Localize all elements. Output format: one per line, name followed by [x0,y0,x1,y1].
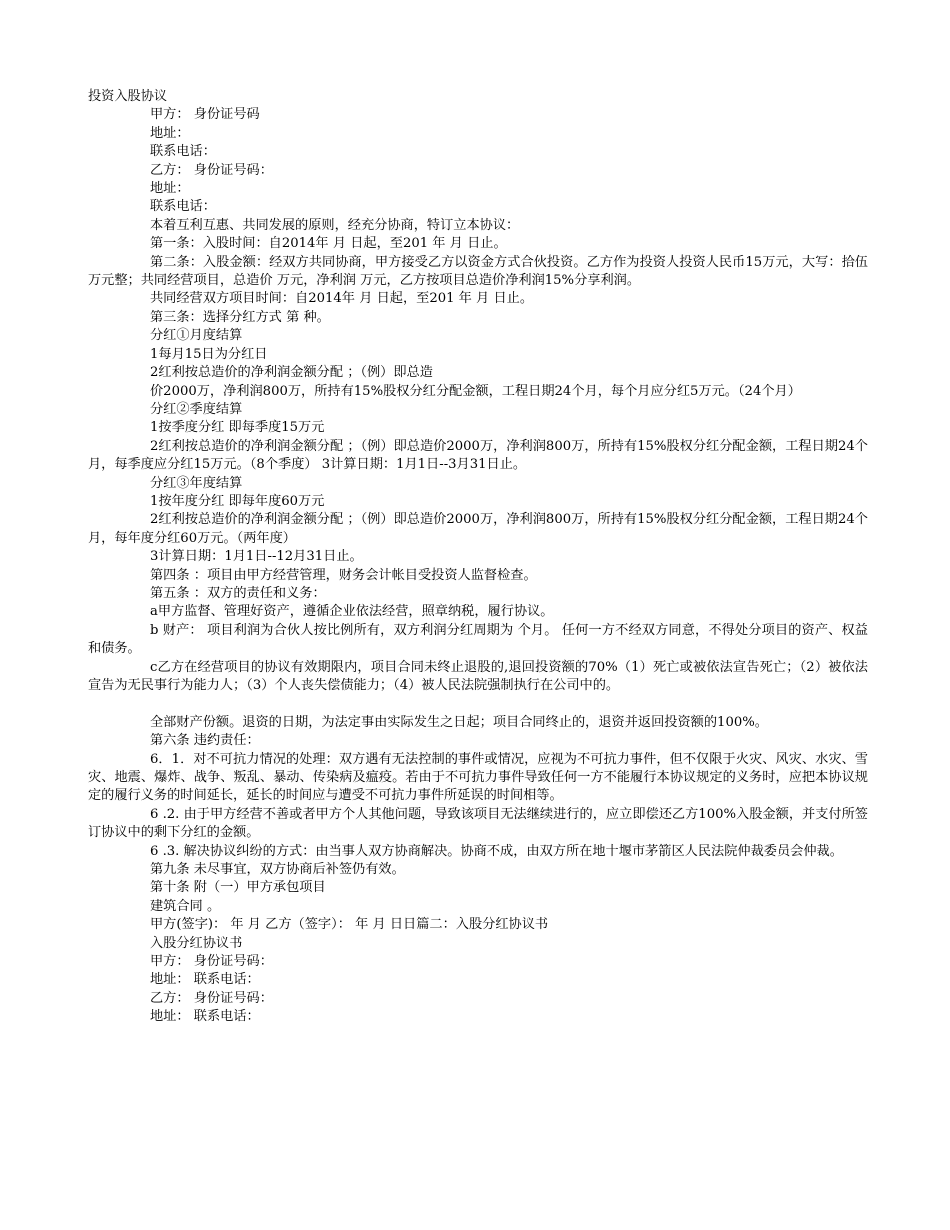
dividend-monthly-heading: 分红①月度结算 [150,328,243,344]
dividend-quarterly-2: 2红利按总造价的净利润金额分配 ；（例）即总造价2000万，净利润800万，所持有15%股权分红分配金额，工程日期24个月，每季度应分红15万元。（8个季度） 3计算日期：1月1日--3月31日止。 [88,438,868,473]
party-b-id: 乙方： 身份证号码： [150,162,273,178]
signature-line: 甲方(签字)： 年 月 乙方（签字）： 年 月 日日篇二：入股分红协议书 [150,917,549,933]
article-5-c-cont: 全部财产份额。退资的日期，为法定事由实际发生之日起；项目合同终止的，退资并返回投资额的100%。 [150,714,768,730]
dividend-monthly-example: 价2000万，净利润800万，所持有15%股权分红分配金额，工程日期24个月，每个月应分红5万元。（24个月） [150,383,801,399]
article-9: 第九条 未尽事宜，双方协商后补签仍有效。 [150,862,405,878]
part2-party-b-id: 乙方： 身份证号码： [150,990,273,1006]
article-5-c: c乙方在经营项目的协议有效期限内，项目合同未终止退股的,退回投资额的70%（1）死亡或被依法宣告死亡；（2）被依法宣告为无民事行为能力人；（3）个人丧失偿债能力；（4）被人民法院强制执行在公司中的。 [88,659,868,693]
article-6-1: 6．1．对不可抗力情况的处理：双方遇有无法控制的事件或情况，应视为不可抗力事件，但不仅限于火灾、风灾、水灾、雪灾、地震、爆炸、战争、叛乱、暴动、传染病及瘟疫。若由于不可抗力事件导致任何一方不能履行本协议规定的义务时，应把本协议规定的履行义务的时间延长，延长的时间应与遭受不可抗力事件所延误的时间相等。 [88,751,868,804]
party-a-address: 地址： [150,125,190,141]
construction-contract: 建筑合同 。 [150,898,221,914]
document-title: 投资入股协议 [88,89,168,104]
party-b-phone: 联系电话： [150,199,216,215]
dividend-annual-3: 3计算日期：1月1日--12月31日止。 [150,549,363,565]
article-10: 第十条 附（一）甲方承包项目 [150,880,326,896]
part2-title: 入股分红协议书 [150,935,243,951]
dividend-monthly-2: 2红利按总造价的净利润金额分配 ；（例）即总造 [150,365,433,381]
spacer [88,695,868,713]
part2-party-a-contact: 地址： 联系电话： [150,972,260,988]
article-4: 第四条 ：项目由甲方经营管理，财务会计帐目受投资人监督检查。 [150,567,537,583]
party-a-phone: 联系电话： [150,144,216,160]
article-6: 第六条 违约责任： [150,733,260,749]
article-6-2: 6 .2. 由于甲方经营不善或者甲方个人其他问题，导致该项目无法继续进行的，应立即偿还乙方100%入股金额，并支付所签订协议中的剩下分红的金额。 [88,806,868,841]
dividend-annual-heading: 分红③年度结算 [150,475,243,491]
article-2: 第二条：入股金额：经双方共同协商，甲方接受乙方以资金方式合伙投资。乙方作为投资人投资人民币15万元，大写：拾伍万元整；共同经营项目，总造价 万元，净利润 万元，乙方按项目总造价净利润15%分享利润。 [88,254,868,289]
article-3: 第三条：选择分红方式 第 种。 [150,309,330,325]
article-6-3: 6 .3. 解决协议纠纷的方式：由当事人双方协商解决。协商不成，由双方所在地十堰市茅箭区人民法院仲裁委员会仲裁。 [150,843,843,859]
party-b-address: 地址： [150,181,190,197]
article-5: 第五条 ：双方的责任和义务： [150,585,326,601]
article-1: 第一条：入股时间：自2014年 月 日起，至201 年 月 日止。 [150,236,507,252]
preamble: 本着互利互惠、共同发展的原则，经充分协商，特订立本协议： [150,217,520,233]
part2-party-a-id: 甲方： 身份证号码： [150,954,273,970]
dividend-annual-1: 1按年度分红 即每年度60万元 [150,493,325,509]
operation-period: 共同经营双方项目时间：自2014年 月 日起，至201 年 月 日止。 [150,291,534,307]
dividend-monthly-1: 1每月15日为分红日 [150,346,268,362]
part2-party-b-contact: 地址： 联系电话： [150,1009,260,1025]
document-page [88,88,868,1027]
party-a-id: 甲方： 身份证号码 [150,107,260,123]
dividend-annual-2: 2红利按总造价的净利润金额分配 ；（例）即总造价2000万，净利润800万，所持有15%股权分红分配金额，工程日期24个月，每年度分红60万元。（两年度） [88,512,868,546]
dividend-quarterly-heading: 分红②季度结算 [150,401,243,417]
article-5-b: b 财产： 项目利润为合伙人按比例所有，双方利润分红周期为 个月。 任何一方不经双方同意，不得处分项目的资产、权益和债务。 [88,622,868,657]
dividend-quarterly-1: 1按季度分红 即每季度15万元 [150,420,325,436]
article-5-a: a甲方监督、管理好资产，遵循企业依法经营，照章纳税，履行协议。 [150,604,554,620]
